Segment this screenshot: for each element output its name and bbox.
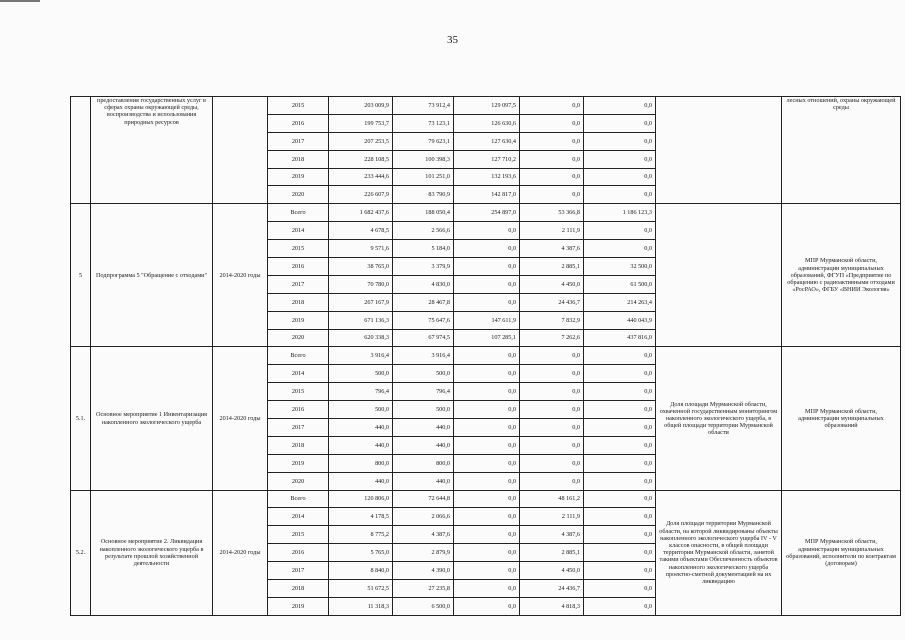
federal-budget-cell: 254 897,0: [454, 204, 520, 222]
program-funding-table: [70, 96, 901, 616]
extrabudget-cell: 61 500,0: [584, 275, 656, 293]
regional-budget-cell: 3 916,4: [393, 347, 454, 365]
year-cell: 2018: [268, 150, 329, 168]
year-cell: 2016: [268, 544, 329, 562]
activity-name-cell: Основное мероприятие 2. Ликвидация накопленного экологического ущерба в результате прошлой хозяйственной деятельности: [91, 490, 213, 615]
local-budget-cell: 4 818,3: [520, 597, 584, 615]
activity-name-cell: Подпрограмма 5 "Обращение с отходами": [91, 204, 213, 347]
regional-budget-cell: 440,0: [393, 472, 454, 490]
extrabudget-cell: 0,0: [584, 562, 656, 580]
total-value-cell: 203 009,9: [329, 97, 393, 115]
local-budget-cell: 2 111,9: [520, 508, 584, 526]
local-budget-cell: 48 161,2: [520, 490, 584, 508]
total-value-cell: 38 765,0: [329, 258, 393, 276]
year-cell: 2019: [268, 168, 329, 186]
year-cell: 2017: [268, 419, 329, 437]
local-budget-cell: 0,0: [520, 436, 584, 454]
regional-budget-cell: 67 974,5: [393, 329, 454, 347]
extrabudget-cell: 1 186 123,3: [584, 204, 656, 222]
extrabudget-cell: 0,0: [584, 597, 656, 615]
federal-budget-cell: 126 630,6: [454, 114, 520, 132]
total-value-cell: 5 765,0: [329, 544, 393, 562]
extrabudget-cell: 0,0: [584, 436, 656, 454]
federal-budget-cell: 0,0: [454, 365, 520, 383]
local-budget-cell: 0,0: [520, 454, 584, 472]
local-budget-cell: 2 885,1: [520, 544, 584, 562]
year-cell: 2019: [268, 454, 329, 472]
federal-budget-cell: 0,0: [454, 436, 520, 454]
activity-name-cell: предоставления государственных услуг в сферах охраны окружающей среды, воспроизводства и использования природных ресурсов: [91, 97, 213, 204]
regional-budget-cell: 75 647,6: [393, 311, 454, 329]
federal-budget-cell: 107 285,1: [454, 329, 520, 347]
extrabudget-cell: 0,0: [584, 150, 656, 168]
total-value-cell: 3 916,4: [329, 347, 393, 365]
federal-budget-cell: 129 097,5: [454, 97, 520, 115]
total-value-cell: 440,0: [329, 419, 393, 437]
indicator-cell: Доля площади территории Мурманской области, на которой ликвидированы объекты накопленного экологического ущерба IV - V классов опасности, в общей площади территории Мурманской области, занятой такими объектами Обеспеченность объектов накопленного экологического ущерба проектно-сметной документацией на их ликвидацию: [656, 490, 782, 615]
total-value-cell: 671 136,3: [329, 311, 393, 329]
federal-budget-cell: 0,0: [454, 490, 520, 508]
federal-budget-cell: 0,0: [454, 383, 520, 401]
total-value-cell: 800,0: [329, 454, 393, 472]
federal-budget-cell: 147 611,9: [454, 311, 520, 329]
local-budget-cell: 0,0: [520, 150, 584, 168]
year-cell: 2015: [268, 97, 329, 115]
extrabudget-cell: 0,0: [584, 401, 656, 419]
total-value-cell: 51 672,5: [329, 580, 393, 598]
year-cell: 2018: [268, 436, 329, 454]
regional-budget-cell: 28 467,8: [393, 293, 454, 311]
extrabudget-cell: 437 816,0: [584, 329, 656, 347]
year-cell: 2016: [268, 258, 329, 276]
regional-budget-cell: 79 623,1: [393, 132, 454, 150]
year-cell: 2015: [268, 240, 329, 258]
total-value-cell: 233 444,6: [329, 168, 393, 186]
regional-budget-cell: 72 644,8: [393, 490, 454, 508]
extrabudget-cell: 0,0: [584, 383, 656, 401]
federal-budget-cell: 0,0: [454, 580, 520, 598]
table-row: [71, 204, 901, 222]
period-cell: 2014-2020 годы: [213, 490, 268, 615]
total-value-cell: 120 806,0: [329, 490, 393, 508]
federal-budget-cell: 127 710,2: [454, 150, 520, 168]
year-cell: 2016: [268, 114, 329, 132]
row-number-cell: 5.2.: [71, 490, 91, 615]
local-budget-cell: 4 387,6: [520, 526, 584, 544]
local-budget-cell: 4 450,0: [520, 275, 584, 293]
regional-budget-cell: 800,0: [393, 454, 454, 472]
extrabudget-cell: 0,0: [584, 454, 656, 472]
total-value-cell: 500,0: [329, 365, 393, 383]
local-budget-cell: 0,0: [520, 347, 584, 365]
extrabudget-cell: 0,0: [584, 347, 656, 365]
executor-cell: лесных отношений, охраны окружающей среды: [782, 97, 901, 204]
extrabudget-cell: 214 263,4: [584, 293, 656, 311]
scan-edge-line: [0, 0, 40, 2]
total-value-cell: 796,4: [329, 383, 393, 401]
federal-budget-cell: 0,0: [454, 597, 520, 615]
local-budget-cell: 4 387,6: [520, 240, 584, 258]
local-budget-cell: 24 436,7: [520, 580, 584, 598]
extrabudget-cell: 0,0: [584, 490, 656, 508]
local-budget-cell: 0,0: [520, 419, 584, 437]
table-row: [71, 490, 901, 508]
total-value-cell: 11 318,3: [329, 597, 393, 615]
period-cell: 2014-2020 годы: [213, 347, 268, 490]
year-cell: 2018: [268, 293, 329, 311]
local-budget-cell: 24 436,7: [520, 293, 584, 311]
total-value-cell: 620 338,3: [329, 329, 393, 347]
regional-budget-cell: 2 066,6: [393, 508, 454, 526]
federal-budget-cell: 0,0: [454, 275, 520, 293]
executor-cell: МПР Мурманской области, администрации муниципальных образований, ФГУП «Предприятие по обращению с радиоактивными отходами «РосРАО», ФГБУ «ВНИИ Экология»: [782, 204, 901, 347]
federal-budget-cell: 0,0: [454, 526, 520, 544]
local-budget-cell: 0,0: [520, 365, 584, 383]
federal-budget-cell: 127 630,4: [454, 132, 520, 150]
regional-budget-cell: 796,4: [393, 383, 454, 401]
table-row: [71, 97, 901, 115]
regional-budget-cell: 188 050,4: [393, 204, 454, 222]
activity-name-cell: Основное мероприятие 1 Инвентаризация накопленного экологического ущерба: [91, 347, 213, 490]
indicator-cell: [656, 97, 782, 204]
indicator-cell: Доля площади Мурманской области, охваченной государственным мониторингом накопленного экологического ущерба, в общей площади территории Мурманской области: [656, 347, 782, 490]
year-cell: Всего: [268, 204, 329, 222]
total-value-cell: 228 108,5: [329, 150, 393, 168]
total-value-cell: 199 753,7: [329, 114, 393, 132]
extrabudget-cell: 0,0: [584, 472, 656, 490]
year-cell: 2018: [268, 580, 329, 598]
regional-budget-cell: 6 500,0: [393, 597, 454, 615]
extrabudget-cell: 0,0: [584, 580, 656, 598]
extrabudget-cell: 32 500,0: [584, 258, 656, 276]
federal-budget-cell: 0,0: [454, 222, 520, 240]
regional-budget-cell: 3 379,9: [393, 258, 454, 276]
total-value-cell: 440,0: [329, 436, 393, 454]
year-cell: 2014: [268, 222, 329, 240]
executor-cell: МПР Мурманской области, администрации муниципальных образований, исполнители по контрактам (договорам): [782, 490, 901, 615]
extrabudget-cell: 0,0: [584, 97, 656, 115]
federal-budget-cell: 0,0: [454, 562, 520, 580]
local-budget-cell: 2 885,1: [520, 258, 584, 276]
regional-budget-cell: 500,0: [393, 365, 454, 383]
row-number-cell: 5.1.: [71, 347, 91, 490]
year-cell: 2014: [268, 508, 329, 526]
executor-cell: МПР Мурманской области, администрации муниципальных образований: [782, 347, 901, 490]
year-cell: Всего: [268, 490, 329, 508]
total-value-cell: 440,0: [329, 472, 393, 490]
regional-budget-cell: 4 387,6: [393, 526, 454, 544]
local-budget-cell: 0,0: [520, 97, 584, 115]
table-body: [71, 97, 901, 616]
year-cell: 2015: [268, 383, 329, 401]
year-cell: 2015: [268, 526, 329, 544]
row-number-cell: [71, 97, 91, 204]
period-cell: 2014-2020 годы: [213, 204, 268, 347]
local-budget-cell: 2 111,9: [520, 222, 584, 240]
regional-budget-cell: 83 790,9: [393, 186, 454, 204]
year-cell: 2017: [268, 562, 329, 580]
year-cell: 2020: [268, 472, 329, 490]
regional-budget-cell: 440,0: [393, 436, 454, 454]
regional-budget-cell: 2 566,6: [393, 222, 454, 240]
row-number-cell: 5: [71, 204, 91, 347]
extrabudget-cell: 0,0: [584, 508, 656, 526]
total-value-cell: 9 571,6: [329, 240, 393, 258]
federal-budget-cell: 0,0: [454, 508, 520, 526]
federal-budget-cell: 0,0: [454, 454, 520, 472]
total-value-cell: 70 780,0: [329, 275, 393, 293]
extrabudget-cell: 0,0: [584, 114, 656, 132]
extrabudget-cell: 0,0: [584, 544, 656, 562]
regional-budget-cell: 440,0: [393, 419, 454, 437]
local-budget-cell: 53 366,8: [520, 204, 584, 222]
table-row: [71, 347, 901, 365]
local-budget-cell: 0,0: [520, 186, 584, 204]
local-budget-cell: 4 450,0: [520, 562, 584, 580]
regional-budget-cell: 27 235,8: [393, 580, 454, 598]
total-value-cell: 226 607,9: [329, 186, 393, 204]
year-cell: 2020: [268, 186, 329, 204]
page-number: 35: [447, 34, 458, 46]
extrabudget-cell: 0,0: [584, 132, 656, 150]
total-value-cell: 4 178,5: [329, 508, 393, 526]
local-budget-cell: 0,0: [520, 472, 584, 490]
local-budget-cell: 0,0: [520, 383, 584, 401]
total-value-cell: 8 840,0: [329, 562, 393, 580]
year-cell: 2016: [268, 401, 329, 419]
local-budget-cell: 7 832,9: [520, 311, 584, 329]
total-value-cell: 8 775,2: [329, 526, 393, 544]
total-value-cell: 500,0: [329, 401, 393, 419]
year-cell: 2020: [268, 329, 329, 347]
federal-budget-cell: 142 817,0: [454, 186, 520, 204]
local-budget-cell: 0,0: [520, 401, 584, 419]
regional-budget-cell: 100 398,3: [393, 150, 454, 168]
local-budget-cell: 7 262,6: [520, 329, 584, 347]
extrabudget-cell: 0,0: [584, 419, 656, 437]
regional-budget-cell: 4 830,0: [393, 275, 454, 293]
federal-budget-cell: 0,0: [454, 240, 520, 258]
extrabudget-cell: 0,0: [584, 365, 656, 383]
regional-budget-cell: 73 912,4: [393, 97, 454, 115]
extrabudget-cell: 0,0: [584, 222, 656, 240]
year-cell: 2017: [268, 275, 329, 293]
year-cell: 2019: [268, 311, 329, 329]
extrabudget-cell: 0,0: [584, 240, 656, 258]
local-budget-cell: 0,0: [520, 132, 584, 150]
extrabudget-cell: 0,0: [584, 168, 656, 186]
regional-budget-cell: 500,0: [393, 401, 454, 419]
extrabudget-cell: 0,0: [584, 186, 656, 204]
regional-budget-cell: 4 390,0: [393, 562, 454, 580]
federal-budget-cell: 0,0: [454, 544, 520, 562]
total-value-cell: 1 682 437,6: [329, 204, 393, 222]
year-cell: Всего: [268, 347, 329, 365]
indicator-cell: [656, 204, 782, 347]
federal-budget-cell: 0,0: [454, 472, 520, 490]
total-value-cell: 4 678,5: [329, 222, 393, 240]
federal-budget-cell: 0,0: [454, 293, 520, 311]
federal-budget-cell: 0,0: [454, 258, 520, 276]
regional-budget-cell: 5 184,0: [393, 240, 454, 258]
extrabudget-cell: 0,0: [584, 526, 656, 544]
local-budget-cell: 0,0: [520, 168, 584, 186]
federal-budget-cell: 0,0: [454, 347, 520, 365]
local-budget-cell: 0,0: [520, 114, 584, 132]
federal-budget-cell: 0,0: [454, 401, 520, 419]
year-cell: 2014: [268, 365, 329, 383]
federal-budget-cell: 132 193,6: [454, 168, 520, 186]
period-cell: [213, 97, 268, 204]
regional-budget-cell: 73 123,1: [393, 114, 454, 132]
total-value-cell: 207 253,5: [329, 132, 393, 150]
federal-budget-cell: 0,0: [454, 419, 520, 437]
year-cell: 2017: [268, 132, 329, 150]
year-cell: 2019: [268, 597, 329, 615]
regional-budget-cell: 101 251,0: [393, 168, 454, 186]
extrabudget-cell: 440 043,9: [584, 311, 656, 329]
total-value-cell: 267 167,9: [329, 293, 393, 311]
regional-budget-cell: 2 879,9: [393, 544, 454, 562]
